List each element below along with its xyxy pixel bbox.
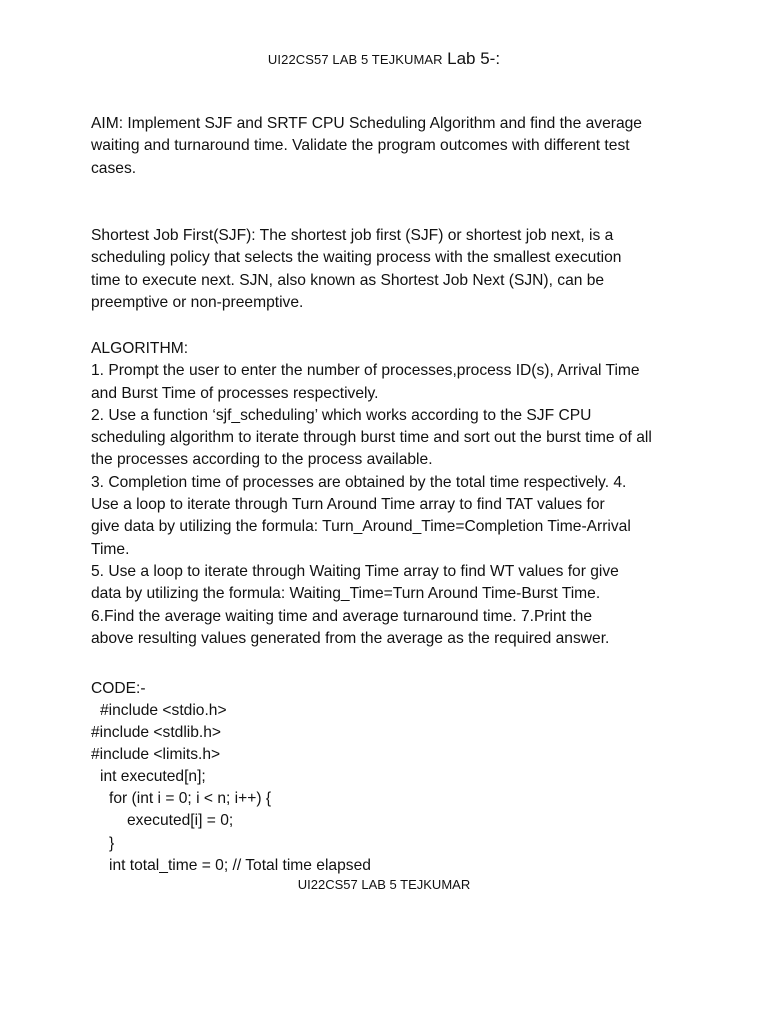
algorithm-line: scheduling algorithm to iterate through burst time and sort out the burst time of all bbox=[91, 429, 652, 447]
algorithm-line: 5. Use a loop to iterate through Waiting Time array to find WT values for give bbox=[91, 562, 619, 580]
aim-line: cases. bbox=[91, 159, 137, 177]
code-section-label bbox=[91, 678, 691, 700]
algorithm-line: 6.Find the average waiting time and average turnaround time. 7.Print the bbox=[91, 607, 593, 625]
algorithm-line: and Burst Time of processes respectively. bbox=[91, 384, 379, 402]
sjf-line: scheduling policy that selects the waiting process with the smallest execution bbox=[91, 249, 622, 267]
algorithm-section bbox=[91, 338, 691, 650]
code-line: #include <stdlib.h> bbox=[91, 724, 222, 742]
code-heading: CODE:- bbox=[91, 680, 146, 697]
algorithm-line: Time. bbox=[91, 540, 130, 558]
algorithm-line: 2. Use a function ‘sjf_scheduling’ which works according to the SJF CPU bbox=[91, 406, 592, 424]
aim-line: AIM: Implement SJF and SRTF CPU Scheduling Algorithm and find the average bbox=[91, 115, 642, 132]
algorithm-line: the processes according to the process available. bbox=[91, 451, 433, 469]
algorithm-line: data by utilizing the formula: Waiting_Time=Turn Around Time-Burst Time. bbox=[91, 585, 601, 603]
code-line: executed[i] = 0; bbox=[127, 812, 234, 830]
sjf-line: preemptive or non-preemptive. bbox=[91, 293, 304, 311]
algorithm-line: 3. Completion time of processes are obtained by the total time respectively. 4. bbox=[91, 473, 627, 491]
aim-paragraph bbox=[91, 113, 691, 180]
algorithm-line: above resulting values generated from the average as the required answer. bbox=[91, 629, 610, 647]
header-lab-title: Lab 5-: bbox=[447, 49, 501, 68]
algorithm-line: give data by utilizing the formula: Turn_Around_Time=Completion Time-Arrival bbox=[91, 518, 631, 536]
sjf-line: Shortest Job First(SJF): The shortest job first (SJF) or shortest job next, is a bbox=[91, 227, 614, 244]
header-course-id: UI22CS57 LAB 5 TEJKUMAR bbox=[267, 52, 443, 67]
algorithm-line: 1. Prompt the user to enter the number of processes,process ID(s), Arrival Time bbox=[91, 362, 640, 380]
code-line: for (int i = 0; i < n; i++) { bbox=[109, 790, 272, 808]
code-line: int total_time = 0; // Total time elapsed bbox=[109, 856, 371, 874]
algorithm-line: Use a loop to iterate through Turn Around Time array to find TAT values for bbox=[91, 496, 605, 514]
code-line: #include <stdio.h> bbox=[100, 702, 227, 719]
sjf-line: time to execute next. SJN, also known as Shortest Job Next (SJN), can be bbox=[91, 271, 605, 289]
page-footer: UI22CS57 LAB 5 TEJKUMAR bbox=[297, 877, 471, 892]
page-header bbox=[0, 49, 768, 70]
code-block bbox=[91, 700, 691, 877]
code-line: } bbox=[109, 834, 115, 852]
code-line: #include <limits.h> bbox=[91, 746, 221, 764]
aim-line: waiting and turnaround time. Validate the program outcomes with different test bbox=[91, 137, 630, 155]
algorithm-heading: ALGORITHM: bbox=[91, 340, 189, 357]
code-line: int executed[n]; bbox=[100, 768, 206, 786]
sjf-definition-paragraph bbox=[91, 225, 691, 314]
